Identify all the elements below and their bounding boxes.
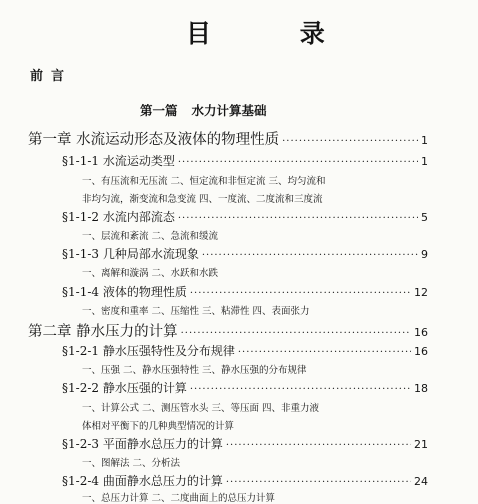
section-title: §1-1-1 水流运动类型 <box>62 154 175 168</box>
subtopic-line: 一、密度和重率 二、压缩性 三、粘滞性 四、表面张力 <box>82 306 310 317</box>
subtopic-line: 一、总压力计算 二、二度曲面上的总压力计算 <box>82 493 276 504</box>
dot-leader <box>190 384 411 395</box>
page-number: 1 <box>421 134 428 147</box>
page-number: 9 <box>421 248 428 261</box>
section-title: §1-1-3 几种局部水流现象 <box>62 247 199 261</box>
part-number: 第一篇 <box>140 103 178 118</box>
dot-leader <box>190 288 411 299</box>
page-number: 1 <box>421 155 428 168</box>
subtopic-line: 一、有压流和无压流 二、恒定流和非恒定流 三、均匀流和 <box>82 176 326 187</box>
subtopic-line: 一、离解和漩涡 二、水跃和水跌 <box>82 268 219 279</box>
part-heading <box>140 101 267 119</box>
section-title: §1-2-3 平面静水总压力的计算 <box>62 437 223 451</box>
dot-leader <box>178 157 418 168</box>
page-number: 24 <box>414 475 428 488</box>
dot-leader <box>226 440 411 451</box>
toc-section[interactable] <box>62 472 428 489</box>
toc-chapter-2[interactable] <box>28 320 428 341</box>
subtopic-line: 一、层流和紊流 二、急流和缓流 <box>82 231 219 242</box>
part-name: 水力计算基础 <box>191 103 267 118</box>
section-title: §1-1-4 液体的物理性质 <box>62 285 187 299</box>
dot-leader <box>202 250 418 261</box>
toc-section[interactable] <box>62 283 428 300</box>
subtopic-line: 一、图解法 二、分析法 <box>82 458 181 469</box>
toc-section[interactable] <box>62 435 428 452</box>
section-title: §1-2-4 曲面静水总压力的计算 <box>62 474 223 488</box>
subtopic-line: 非均匀流，渐变流和急变流 四、一度流、二度流和三度流 <box>82 194 323 205</box>
toc-section[interactable] <box>62 245 428 262</box>
dot-leader <box>181 328 411 339</box>
subtopic-line: 一、计算公式 二、测压管水头 三、等压面 四、非重力液 <box>82 403 320 414</box>
section-title: §1-1-2 水流内部流态 <box>62 210 175 224</box>
section-title: §1-2-1 静水压强特性及分布规律 <box>62 344 235 358</box>
toc-section[interactable] <box>62 152 428 169</box>
page-number: 16 <box>414 345 428 358</box>
dot-leader <box>238 347 411 358</box>
subtopic-line: 体相对平衡下的几种典型情况的计算 <box>82 421 235 432</box>
page-number: 18 <box>414 382 428 395</box>
page-number: 12 <box>414 286 428 299</box>
chapter-title: 第一章 水流运动形态及液体的物理性质 <box>28 132 280 148</box>
dot-leader <box>178 213 418 224</box>
toc-section[interactable] <box>62 342 428 359</box>
preface-entry[interactable]: 前言 <box>30 69 73 84</box>
page-number: 5 <box>421 211 428 224</box>
page-number: 21 <box>414 438 428 451</box>
page-number: 16 <box>414 326 428 339</box>
section-title: §1-2-2 静水压强的计算 <box>62 381 187 395</box>
toc-chapter-1[interactable] <box>28 128 428 149</box>
page-title: 目 录 <box>186 19 365 48</box>
chapter-title: 第二章 静水压力的计算 <box>28 324 178 340</box>
toc-section[interactable] <box>62 379 428 396</box>
subtopic-line: 一、压强 二、静水压强特性 三、静水压强的分布规律 <box>82 365 307 376</box>
dot-leader <box>226 477 411 488</box>
toc-section[interactable] <box>62 208 428 225</box>
dot-leader <box>282 136 418 147</box>
